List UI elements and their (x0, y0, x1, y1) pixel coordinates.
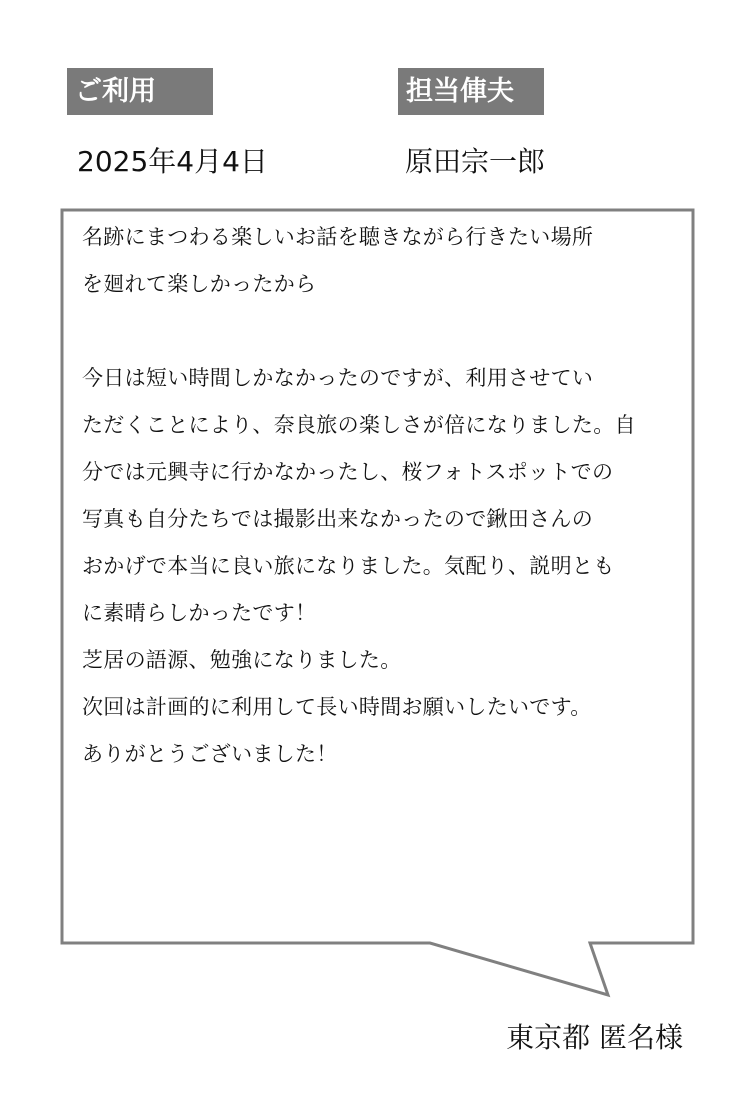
usage-date-value: 2025年4月4日 (77, 145, 268, 178)
guide-name-value: 原田宗一郎 (405, 145, 546, 178)
message-line: に素晴らしかったです！ (82, 601, 317, 625)
message-line: 分では元興寺に行かなかったし、桜フォトスポットでの (82, 460, 614, 484)
reviewer-signature: 東京都 匿名様 (506, 1021, 683, 1054)
message-line: を廻れて楽しかったから (82, 272, 317, 296)
message-line: ただくことにより、奈良旅の楽しさが倍になりました。自 (82, 413, 636, 437)
message-line: 芝居の語源、勉強になりました。 (82, 648, 402, 672)
review-message (82, 214, 688, 778)
message-line: おかげで本当に良い旅になりました。気配り、説明とも (82, 554, 615, 578)
message-line: 写真も自分たちでは撮影出来なかったので鍬田さんの (82, 507, 593, 531)
message-line: 次回は計画的に利用して長い時間お願いしたいです。 (82, 695, 592, 719)
usage-date-label: ご利用 (67, 68, 213, 115)
message-line: 今日は短い時間しかなかったのですが、利用させてい (82, 366, 594, 390)
message-line-blank (82, 308, 688, 355)
guide-label: 担当俥夫 (398, 68, 544, 115)
message-line: ありがとうございました！ (82, 742, 338, 766)
message-line: 名跡にまつわる楽しいお話を聴きながら行きたい場所 (82, 225, 594, 249)
